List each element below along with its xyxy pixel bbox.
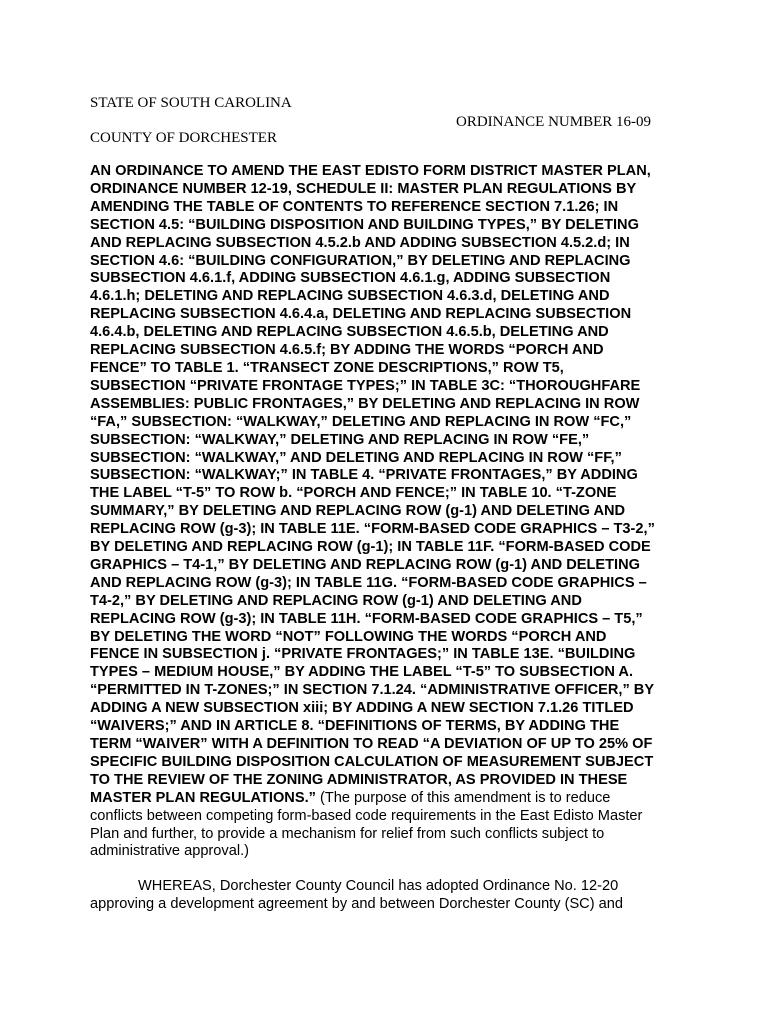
title-line: SUBSECTION: “WALKWAY,” AND DELETING AND REPLACING IN ROW “FF,” <box>90 449 622 466</box>
title-line: REPLACING SUBSECTION 4.6.5.f; BY ADDING THE WORDS “PORCH AND <box>90 342 604 359</box>
title-line: “WAIVERS;” AND IN ARTICLE 8. “DEFINITIONS OF TERMS, BY ADDING THE <box>90 718 620 735</box>
title-line: SUMMARY,” BY DELETING AND REPLACING ROW (g-1) AND DELETING AND <box>90 503 626 520</box>
whereas-line: approving a development agreement by and between Dorchester County (SC) and <box>90 896 623 912</box>
title-line: ORDINANCE NUMBER 12-19, SCHEDULE II: MASTER PLAN REGULATIONS BY <box>90 180 637 197</box>
title-line: BY DELETING AND REPLACING ROW (g-1); IN TABLE 11F. “FORM-BASED CODE <box>90 539 651 556</box>
title-line: ADDING A NEW SUBSECTION xiii; BY ADDING A NEW SECTION 7.1.26 TITLED <box>90 700 634 717</box>
title-line: TYPES – MEDIUM HOUSE,” BY ADDING THE LABEL “T-5” TO SUBSECTION A. <box>90 664 634 681</box>
title-line: GRAPHICS – T4-1,” BY DELETING AND REPLACING ROW (g-1) AND DELETING <box>90 556 640 573</box>
title-line: “PERMITTED IN T-ZONES;” IN SECTION 7.1.24. “ADMINISTRATIVE OFFICER,” BY <box>90 682 655 699</box>
title-line: AND REPLACING ROW (g-3); IN TABLE 11G. “FORM-BASED CODE GRAPHICS – <box>90 574 647 591</box>
purpose-line: Plan and further, to provide a mechanism for relief from such conflicts subject to <box>90 825 605 842</box>
whereas-paragraph <box>90 877 690 913</box>
title-line: SUBSECTION: “WALKWAY,” DELETING AND REPLACING IN ROW “FE,” <box>90 431 590 448</box>
title-line: SECTION 4.6: “BUILDING CONFIGURATION,” BY DELETING AND REPLACING <box>90 252 631 269</box>
title-line: 4.6.1.h; DELETING AND REPLACING SUBSECTION 4.6.3.d, DELETING AND <box>90 288 610 305</box>
title-line: AND REPLACING SUBSECTION 4.5.2.b AND ADDING SUBSECTION 4.5.2.d; IN <box>90 234 630 251</box>
title-line: “FA,” SUBSECTION: “WALKWAY,” DELETING AND REPLACING IN ROW “FC,” <box>90 413 632 430</box>
title-line: AN ORDINANCE TO AMEND THE EAST EDISTO FORM DISTRICT MASTER PLAN, <box>90 163 651 179</box>
title-line: REPLACING ROW (g-3); IN TABLE 11E. “FORM-BASED CODE GRAPHICS – T3-2,” <box>90 521 655 538</box>
title-line: SPECIFIC BUILDING DISPOSITION CALCULATION OF MEASUREMENT SUBJECT <box>90 753 654 770</box>
title-line: ASSEMBLIES: PUBLIC FRONTAGES,” BY DELETING AND REPLACING IN ROW <box>90 395 640 412</box>
title-last-line <box>90 790 690 808</box>
title-line: FENCE IN SUBSECTION j. “PRIVATE FRONTAGES;” IN TABLE 13E. “BUILDING <box>90 646 636 663</box>
title-line: REPLACING ROW (g-3); IN TABLE 11H. “FORM-BASED CODE GRAPHICS – T5,” <box>90 610 643 627</box>
title-line: FENCE” TO TABLE 1. “TRANSECT ZONE DESCRIPTIONS,” ROW T5, <box>90 359 564 376</box>
county-heading: COUNTY OF DORCHESTER <box>90 130 277 146</box>
ordinance-title <box>90 163 690 861</box>
title-line: THE LABEL “T-5” TO ROW b. “PORCH AND FENCE;” IN TABLE 10. “T-ZONE <box>90 485 617 502</box>
title-line: AMENDING THE TABLE OF CONTENTS TO REFERENCE SECTION 7.1.26; IN <box>90 198 619 215</box>
purpose-opening: (The purpose of this amendment is to reduce <box>315 789 611 806</box>
title-line: SUBSECTION 4.6.1.f, ADDING SUBSECTION 4.6.1.g, ADDING SUBSECTION <box>90 270 611 287</box>
title-last-bold: MASTER PLAN REGULATIONS.” <box>90 789 316 806</box>
title-line: SUBSECTION “PRIVATE FRONTAGE TYPES;” IN TABLE 3C: “THOROUGHFARE <box>90 377 641 394</box>
title-line: TO THE REVIEW OF THE ZONING ADMINISTRATOR, AS PROVIDED IN THESE <box>90 771 628 788</box>
title-line: 4.6.4.b, DELETING AND REPLACING SUBSECTION 4.6.5.b, DELETING AND <box>90 324 609 341</box>
title-line: REPLACING SUBSECTION 4.6.4.a, DELETING AND REPLACING SUBSECTION <box>90 306 632 323</box>
purpose-line: administrative approval.) <box>90 843 249 860</box>
title-line: SUBSECTION: “WALKWAY;” IN TABLE 4. “PRIVATE FRONTAGES,” BY ADDING <box>90 467 638 484</box>
whereas-line: WHEREAS, Dorchester County Council has adopted Ordinance No. 12-20 <box>138 878 619 894</box>
state-heading: STATE OF SOUTH CAROLINA <box>90 95 292 111</box>
title-line: BY DELETING THE WORD “NOT” FOLLOWING THE WORDS “PORCH AND <box>90 628 607 645</box>
title-line: T4-2,” BY DELETING AND REPLACING ROW (g-1) AND DELETING AND <box>90 592 582 609</box>
ordinance-number: ORDINANCE NUMBER 16-09 <box>456 114 651 130</box>
title-line: TERM “WAIVER” WITH A DEFINITION TO READ “A DEVIATION OF UP TO 25% OF <box>90 736 653 752</box>
title-line: SECTION 4.5: “BUILDING DISPOSITION AND BUILDING TYPES,” BY DELETING <box>90 216 639 233</box>
purpose-line: conflicts between competing form-based code requirements in the East Edisto Master <box>90 807 643 824</box>
